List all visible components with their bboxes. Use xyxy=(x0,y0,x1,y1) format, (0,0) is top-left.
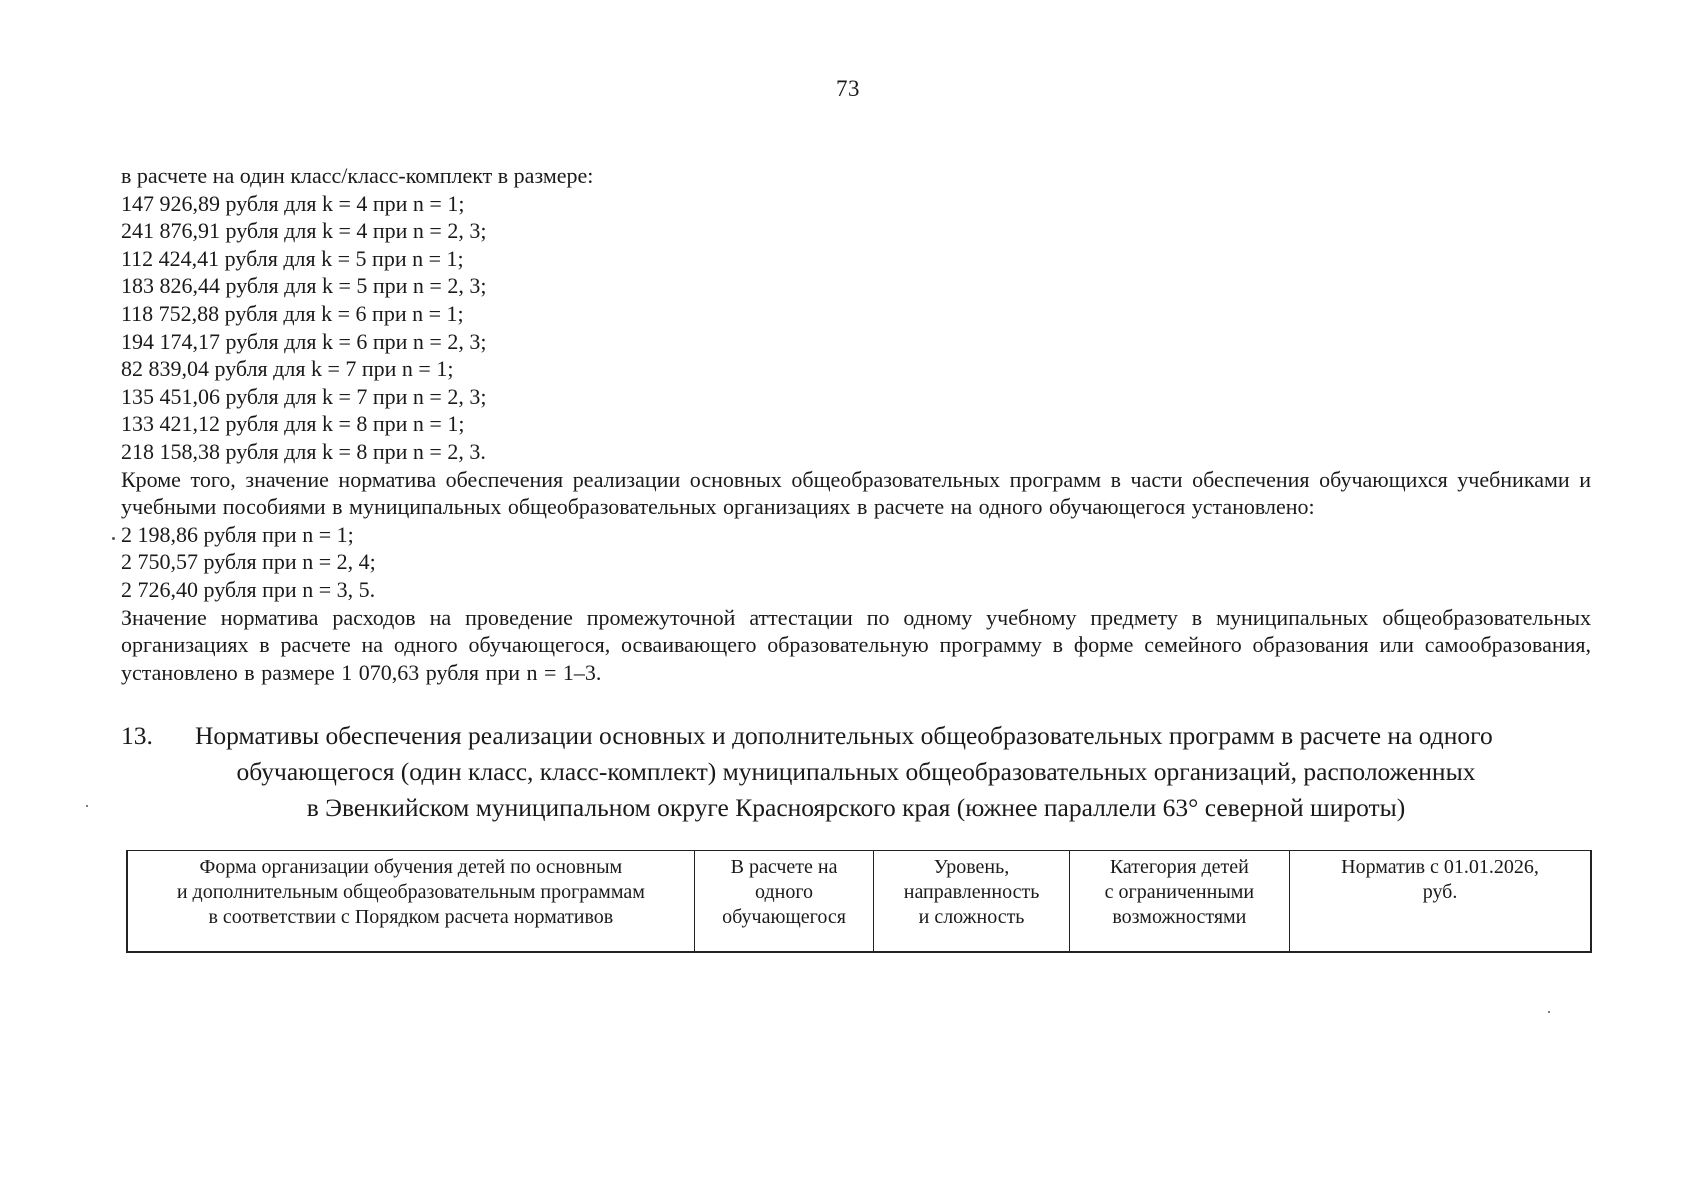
header-line: Норматив с 01.01.2026, xyxy=(1341,856,1539,878)
rate-list xyxy=(121,190,1591,466)
header-line: Форма организации обучения детей по основным xyxy=(199,856,623,878)
rate-item: 82 839,04 рубля для k = 7 при n = 1; xyxy=(121,356,454,382)
rate-item: 183 826,44 рубля для k = 5 при n = 2, 3; xyxy=(121,273,487,299)
rate-item: 241 876,91 рубля для k = 4 при n = 2, 3; xyxy=(121,218,487,244)
header-line: и сложность xyxy=(918,906,1025,928)
document-body xyxy=(121,162,1591,686)
page-number: 73 xyxy=(836,76,860,101)
textbook-rate-item: 2 750,57 рубля при n = 2, 4; xyxy=(121,549,376,575)
rate-item: 218 158,38 рубля для k = 8 при n = 2, 3. xyxy=(121,438,486,464)
attestation-paragraph: Значение норматива расходов на проведение промежуточной аттестации по одному учебному предмету в муниципальных общеобразовательных организациях в расчете на одного обучающегося, осваивающего образовательную программу в форме семейного образования или самообразования, установлено в размере 1 070,63 рубля при n = 1–3. xyxy=(121,604,1591,685)
header-line: в соответствии с Порядком расчета нормативов xyxy=(208,906,614,928)
section-title-line: Нормативы обеспечения реализации основных и дополнительных общеобразовательных программ в расчете на одного xyxy=(195,721,1493,750)
textbook-rate-list xyxy=(121,521,1591,604)
header-form-of-education xyxy=(127,851,694,953)
rate-item: 133 421,12 рубля для k = 8 при n = 1; xyxy=(121,411,465,437)
header-line: обучающегося xyxy=(722,906,846,928)
section-heading xyxy=(121,718,1591,826)
header-line: В расчете на xyxy=(730,856,838,878)
header-line: возможностями xyxy=(1112,906,1247,928)
textbook-paragraph: Кроме того, значение норматива обеспечения реализации основных общеобразовательных программ в части обеспечения обучающихся учебниками и учебными пособиями в муниципальных общеобразовательных организациях в расчете на одного обучающегося установлено: xyxy=(121,466,1591,520)
section-title-line: в Эвенкийском муниципальном округе Красноярского края (южнее параллели 63° северной широты) xyxy=(306,793,1406,822)
table-header-row xyxy=(127,851,1591,953)
header-line: одного xyxy=(755,881,814,903)
rate-item: 118 752,88 рубля для k = 6 при n = 1; xyxy=(121,300,464,326)
scan-speck xyxy=(112,537,115,540)
scan-speck xyxy=(86,805,88,807)
rate-item: 194 174,17 рубля для k = 6 при n = 2, 3; xyxy=(121,328,487,354)
rate-item: 135 451,06 рубля для k = 7 при n = 2, 3; xyxy=(121,383,487,409)
section-number: 13. xyxy=(121,721,153,750)
scan-speck xyxy=(1548,1011,1550,1013)
textbook-rate-item: 2 198,86 рубля при n = 1; xyxy=(121,521,354,547)
rate-item: 147 926,89 рубля для k = 4 при n = 1; xyxy=(121,190,465,216)
norms-table xyxy=(126,850,1592,953)
rate-item: 112 424,41 рубля для k = 5 при n = 1; xyxy=(121,245,464,271)
header-per-student xyxy=(694,851,874,953)
textbook-rate-item: 2 726,40 рубля при n = 3, 5. xyxy=(121,576,376,602)
header-line: Категория детей xyxy=(1109,856,1249,878)
header-line: и дополнительным общеобразовательным программам xyxy=(176,881,645,903)
header-line: направленность xyxy=(903,881,1040,903)
header-level xyxy=(874,851,1069,953)
intro-line: в расчете на один класс/класс-комплект в размере: xyxy=(121,163,594,188)
header-category xyxy=(1069,851,1289,953)
header-line: с ограниченными xyxy=(1104,881,1255,903)
header-line: руб. xyxy=(1422,881,1458,903)
header-norm xyxy=(1290,851,1591,953)
header-line: Уровень, xyxy=(933,856,1010,878)
section-title-line: обучающегося (один класс, класс-комплект) муниципальных общеобразовательных организаций, расположенных xyxy=(236,757,1476,786)
